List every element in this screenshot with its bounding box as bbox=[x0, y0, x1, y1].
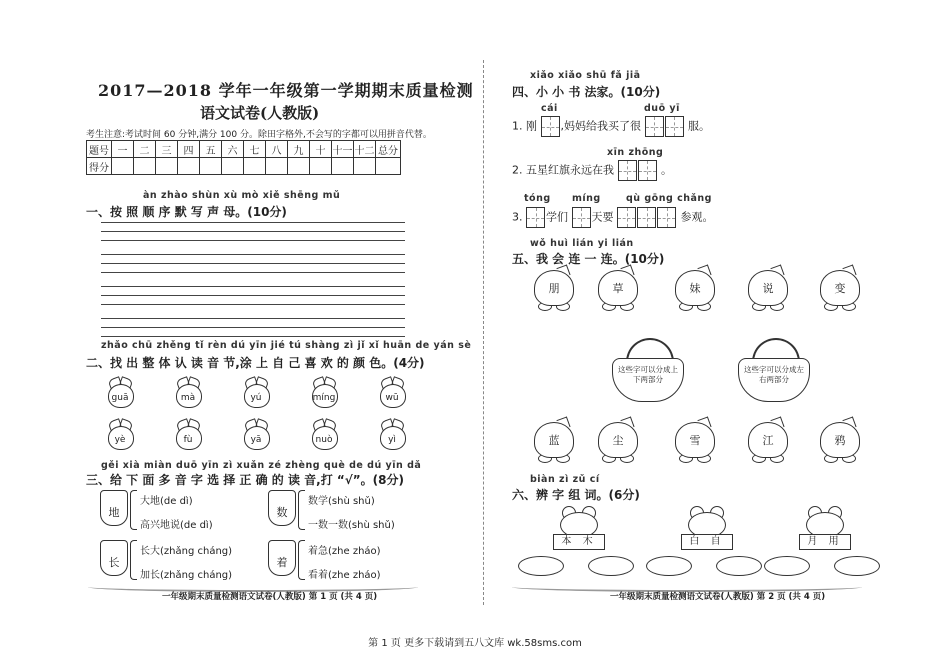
character-pair: 白 自 bbox=[681, 534, 733, 550]
right-footer: 一年级期末质量检测语文试卷(人教版) 第 2 页 (共 4 页) bbox=[610, 592, 826, 602]
score-header-cell: 十二 bbox=[354, 141, 376, 158]
left-footer: 一年级期末质量检测语文试卷(人教版) 第 1 页 (共 4 页) bbox=[162, 592, 378, 602]
q1-line bbox=[512, 116, 710, 137]
q2-text-a: 2. 五星红旗永远在我 bbox=[512, 163, 614, 177]
character-label: 鸦 bbox=[834, 434, 846, 447]
q3-text-d: 参观。 bbox=[680, 210, 714, 224]
score-header-cell: 二 bbox=[134, 141, 156, 158]
answer-oval[interactable] bbox=[588, 556, 634, 576]
section6-pinyin: biàn zì zǔ cí bbox=[530, 474, 600, 485]
score-table bbox=[86, 140, 401, 175]
page-divider bbox=[483, 60, 484, 605]
character: 长 bbox=[108, 556, 120, 569]
syllable-label: nuò bbox=[315, 435, 333, 445]
q3-grid-box[interactable] bbox=[617, 207, 636, 228]
syllable-peach[interactable] bbox=[310, 378, 338, 408]
writing-line bbox=[101, 286, 405, 287]
score-header-cell: 一 bbox=[112, 141, 134, 158]
score-header-cell: 六 bbox=[222, 141, 244, 158]
score-header-cell: 三 bbox=[156, 141, 178, 158]
score-cell[interactable] bbox=[112, 158, 134, 175]
syllable-peach[interactable] bbox=[174, 378, 202, 408]
syllable-peach[interactable] bbox=[242, 378, 270, 408]
score-header-cell: 九 bbox=[288, 141, 310, 158]
q3-pinyin-a: tóng bbox=[524, 193, 551, 204]
character-label: 朋 bbox=[548, 282, 560, 295]
score-header-cell: 十 bbox=[310, 141, 332, 158]
syllable-peach[interactable] bbox=[106, 420, 134, 450]
q1-pinyin-a: cái bbox=[541, 103, 558, 114]
score-cell[interactable] bbox=[288, 158, 310, 175]
reading-option[interactable]: 数学(shù shǔ) bbox=[308, 496, 375, 507]
q1-grid-box[interactable] bbox=[645, 116, 664, 137]
syllable-label: yè bbox=[114, 435, 126, 445]
q2-pinyin: xīn zhōng bbox=[607, 147, 664, 158]
writing-line bbox=[101, 222, 405, 223]
character: 着 bbox=[276, 556, 288, 569]
frog-sign bbox=[794, 506, 854, 550]
basket-label: 这些字可以分成上下两部分 bbox=[618, 365, 678, 384]
reading-option[interactable]: 加长(zhǎng cháng) bbox=[140, 570, 233, 581]
answer-oval[interactable] bbox=[716, 556, 762, 576]
section4-pinyin: xiǎo xiǎo shū fǎ jiā bbox=[530, 70, 641, 81]
syllable-peach[interactable] bbox=[310, 420, 338, 450]
section1-pinyin: àn zhào shùn xù mò xiě shēng mǔ bbox=[143, 190, 341, 201]
answer-oval[interactable] bbox=[834, 556, 880, 576]
character-peach[interactable] bbox=[673, 418, 717, 462]
frog-sign bbox=[548, 506, 608, 550]
character: 地 bbox=[108, 506, 120, 519]
syllable-peach[interactable] bbox=[378, 378, 406, 408]
section6-title: 六、辨 字 组 词。(6分) bbox=[512, 488, 640, 502]
exam-title: 2017—2018 学年一年级第一学期期末质量检测 bbox=[98, 81, 474, 100]
answer-oval[interactable] bbox=[764, 556, 810, 576]
q2-text-b: 。 bbox=[661, 163, 672, 177]
exam-subtitle: 语文试卷(人教版) bbox=[200, 104, 320, 122]
character-figure bbox=[100, 540, 128, 576]
writing-line bbox=[101, 304, 405, 305]
score-cell[interactable] bbox=[178, 158, 200, 175]
score-cell[interactable] bbox=[134, 158, 156, 175]
q1-pinyin-b: duō yī bbox=[644, 103, 680, 114]
answer-oval[interactable] bbox=[518, 556, 564, 576]
q3-line bbox=[512, 207, 714, 228]
syllable-label: yú bbox=[250, 393, 262, 403]
score-cell[interactable] bbox=[244, 158, 266, 175]
exam-notice: 考生注意:考试时间 60 分钟,满分 100 分。除田字格外,不会写的字都可以用拼音代替。 bbox=[86, 130, 432, 140]
character-figure bbox=[100, 490, 128, 526]
q3-text-c: 天要 bbox=[591, 210, 614, 224]
writing-line bbox=[101, 327, 405, 328]
section1-title: 一、按 照 顺 序 默 写 声 母。(10分) bbox=[86, 205, 287, 219]
basket-label: 这些字可以分成左右两部分 bbox=[744, 365, 804, 384]
character-label: 变 bbox=[834, 282, 846, 295]
score-header-cell: 十一 bbox=[332, 141, 354, 158]
frog-sign bbox=[676, 506, 736, 550]
score-cell[interactable] bbox=[200, 158, 222, 175]
character-peach[interactable] bbox=[532, 266, 576, 310]
character-pair: 本 木 bbox=[553, 534, 605, 550]
character: 数 bbox=[276, 506, 288, 519]
score-cell[interactable] bbox=[310, 158, 332, 175]
bottom-footer: 第 1 页 更多下载请到五八文库 wk.58sms.com bbox=[368, 638, 582, 649]
q3-grid-box[interactable] bbox=[526, 207, 545, 228]
q1-text-b: ,妈妈给我买了很 bbox=[560, 119, 641, 133]
section5-pinyin: wǒ huì lián yi lián bbox=[530, 238, 634, 249]
writing-line bbox=[101, 240, 405, 241]
score-cell[interactable] bbox=[266, 158, 288, 175]
score-cell[interactable] bbox=[156, 158, 178, 175]
character-figure bbox=[268, 540, 296, 576]
score-header-cell: 四 bbox=[178, 141, 200, 158]
score-header-cell: 八 bbox=[266, 141, 288, 158]
reading-option[interactable]: 着急(zhe zháo) bbox=[308, 546, 381, 557]
bracket bbox=[130, 540, 137, 580]
basket-bowl bbox=[612, 358, 684, 402]
character-label: 草 bbox=[612, 282, 624, 295]
q1-grid-box[interactable] bbox=[541, 116, 560, 137]
q1-grid-box[interactable] bbox=[665, 116, 684, 137]
q3-pinyin-c: qù gōng chǎng bbox=[626, 193, 712, 204]
syllable-peach[interactable] bbox=[106, 378, 134, 408]
q3-grid-box[interactable] bbox=[637, 207, 656, 228]
section2-title: 二、找 出 整 体 认 读 音 节,涂 上 自 己 喜 欢 的 颜 色。(4分) bbox=[86, 356, 425, 370]
syllable-label: míng bbox=[312, 393, 336, 403]
syllable-label: mà bbox=[180, 393, 196, 403]
q2-grid-box[interactable] bbox=[638, 160, 657, 181]
reading-option[interactable]: 一数一数(shù shǔ) bbox=[308, 520, 395, 531]
answer-oval[interactable] bbox=[646, 556, 692, 576]
syllable-peach[interactable] bbox=[174, 420, 202, 450]
q3-text-a: 3. bbox=[512, 210, 523, 224]
character-label: 江 bbox=[762, 434, 774, 447]
character-peach[interactable] bbox=[746, 266, 790, 310]
character-label: 说 bbox=[762, 282, 774, 295]
section5-title: 五、我 会 连 一 连。(10分) bbox=[512, 252, 665, 266]
score-cell[interactable] bbox=[222, 158, 244, 175]
q2-line bbox=[512, 160, 672, 181]
score-row-label: 得分 bbox=[87, 158, 112, 175]
syllable-peach[interactable] bbox=[378, 420, 406, 450]
q3-grid-box[interactable] bbox=[572, 207, 591, 228]
character-figure bbox=[268, 490, 296, 526]
character-peach[interactable] bbox=[596, 266, 640, 310]
section2-pinyin: zhǎo chū zhěng tǐ rèn dú yīn jié tú shàng zì jǐ xǐ huān de yán sè bbox=[101, 340, 472, 351]
writing-line bbox=[101, 318, 405, 319]
writing-line bbox=[101, 231, 405, 232]
syllable-label: guā bbox=[111, 393, 129, 403]
character-peach[interactable] bbox=[532, 418, 576, 462]
q1-text-c: 服。 bbox=[688, 119, 710, 133]
basket-top-bottom[interactable] bbox=[612, 338, 686, 402]
reading-option[interactable]: 高兴地说(de dì) bbox=[140, 520, 213, 531]
syllable-label: yā bbox=[250, 435, 262, 445]
reading-option[interactable]: 大地(de dì) bbox=[140, 496, 193, 507]
character-peach[interactable] bbox=[596, 418, 640, 462]
basket-left-right[interactable] bbox=[738, 338, 812, 402]
q1-text-a: 1. 刚 bbox=[512, 119, 537, 133]
q2-grid-box[interactable] bbox=[618, 160, 637, 181]
writing-line bbox=[101, 272, 405, 273]
basket-bowl bbox=[738, 358, 810, 402]
q3-grid-box[interactable] bbox=[657, 207, 676, 228]
score-cell[interactable] bbox=[332, 158, 354, 175]
character-label: 蓝 bbox=[548, 434, 560, 447]
section3-title: 三、给 下 面 多 音 字 选 择 正 确 的 读 音,打 “√”。(8分) bbox=[86, 473, 404, 487]
character-label: 尘 bbox=[612, 434, 624, 447]
character-peach[interactable] bbox=[818, 418, 862, 462]
score-header-cell: 题号 bbox=[87, 141, 112, 158]
score-header-cell: 七 bbox=[244, 141, 266, 158]
bracket bbox=[130, 490, 137, 530]
score-header-cell: 五 bbox=[200, 141, 222, 158]
character-peach[interactable] bbox=[818, 266, 862, 310]
character-label: 雪 bbox=[689, 434, 701, 447]
writing-line bbox=[101, 295, 405, 296]
writing-line bbox=[101, 263, 405, 264]
bracket bbox=[298, 540, 305, 580]
character-pair: 月 用 bbox=[799, 534, 851, 550]
section3-pinyin: gěi xià miàn duō yīn zì xuǎn zé zhèng què de dú yīn dǎ bbox=[101, 460, 422, 471]
character-label: 妹 bbox=[689, 282, 701, 295]
character-peach[interactable] bbox=[673, 266, 717, 310]
score-header-cell: 总分 bbox=[376, 141, 401, 158]
reading-option[interactable]: 长大(zhǎng cháng) bbox=[140, 546, 233, 557]
writing-line bbox=[101, 336, 405, 337]
syllable-peach[interactable] bbox=[242, 420, 270, 450]
bracket bbox=[298, 490, 305, 530]
reading-option[interactable]: 看着(zhe zháo) bbox=[308, 570, 381, 581]
syllable-label: wū bbox=[385, 393, 399, 403]
syllable-label: fù bbox=[183, 435, 193, 445]
q3-pinyin-b: míng bbox=[572, 193, 601, 204]
writing-line bbox=[101, 254, 405, 255]
syllable-label: yì bbox=[388, 435, 396, 445]
character-peach[interactable] bbox=[746, 418, 790, 462]
score-cell[interactable] bbox=[354, 158, 376, 175]
score-cell[interactable] bbox=[376, 158, 401, 175]
q3-text-b: 学们 bbox=[546, 210, 568, 224]
section4-title: 四、小 小 书 法家。(10分) bbox=[512, 85, 661, 99]
